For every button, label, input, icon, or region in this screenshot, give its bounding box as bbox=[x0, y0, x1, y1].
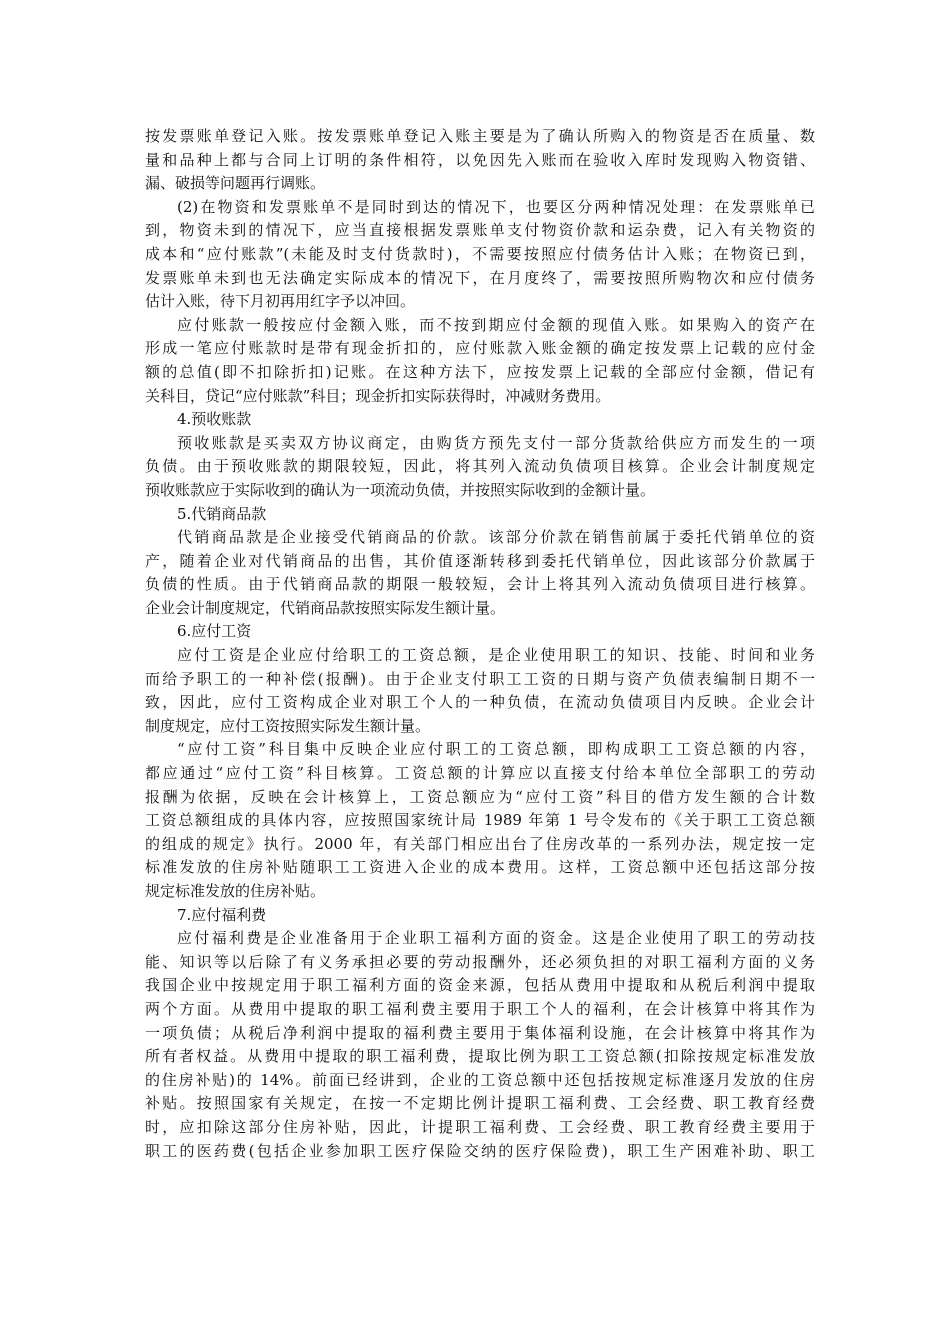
text-line: 企业会计制度规定，代销商品款按照实际发生额计量。 bbox=[145, 598, 506, 617]
text-line: 的组成的规定》执行。2000 年，有关部门相应出台了住房改革的一系列办法，规定按一定 bbox=[145, 834, 815, 853]
text-line: 预收账款应于实际收到的确认为一项流动负债，并按照实际收到的金额计量。 bbox=[145, 480, 656, 499]
text-line: 发票账单未到也无法确定实际成本的情况下，在月度终了，需要按照所购物次和应付债务 bbox=[145, 268, 815, 287]
text-line: 制度规定，应付工资按照实际发生额计量。 bbox=[145, 716, 431, 735]
text-line: 两个方面。从费用中提取的职工福利费主要用于职工个人的福利，在会计核算中将其作为 bbox=[145, 999, 815, 1018]
text-line: 形成一笔应付账款时是带有现金折扣的，应付账款入账金额的确定按发票上记载的应付金 bbox=[145, 339, 815, 358]
text-line: 所有者权益。从费用中提取的职工福利费，提取比例为职工工资总额(扣除按规定标准发放 bbox=[145, 1047, 815, 1066]
section-heading: 5.代销商品款 bbox=[177, 504, 267, 523]
text-line: 报酬为依据，反映在会计核算上，工资总额应为“应付工资”科目的借方发生额的合计数 bbox=[145, 787, 815, 806]
text-line: 工资总额组成的具体内容，应按照国家统计局 1989 年第 1 号令发布的《关于职工工资总额 bbox=[145, 811, 815, 830]
paragraph bbox=[145, 526, 815, 620]
text-line: 致，因此，应付工资构成企业对职工个人的一种负债，在流动负债项目内反映。企业会计 bbox=[145, 693, 815, 712]
text-line: 漏、破损等问题再行调账。 bbox=[145, 174, 326, 193]
text-line: 标准发放的住房补贴随职工工资进入企业的成本费用。这样，工资总额中还包括这部分按 bbox=[145, 858, 815, 877]
text-line: 产，随着企业对代销商品的出售，其价值逐渐转移到委托代销单位，因此该部分价款属于 bbox=[145, 551, 815, 570]
paragraph bbox=[145, 644, 815, 738]
text-line: 估计入账，待下月初再用红字予以冲回。 bbox=[145, 292, 416, 311]
text-line: 都应通过“应付工资”科目核算。工资总额的计算应以直接支付给本单位全部职工的劳动 bbox=[145, 764, 815, 783]
paragraph bbox=[145, 125, 815, 196]
text-line: 职工的医药费(包括企业参加职工医疗保险交纳的医疗保险费)，职工生产困难补助、职工 bbox=[145, 1141, 815, 1160]
text-line: 应付福利费是企业准备用于企业职工福利方面的资金。这是企业使用了职工的劳动技 bbox=[177, 929, 815, 948]
text-line: 负债的性质。由于代销商品款的期限一般较短，会计上将其列入流动负债项目进行核算。 bbox=[145, 575, 815, 594]
text-line: 应付账款一般按应付金额入账，而不按到期应付金额的现值入账。如果购入的资产在 bbox=[177, 315, 815, 334]
text-line: 补贴。按照国家有关规定，在按一不定期比例计提职工福利费、工会经费、职工教育经费 bbox=[145, 1094, 815, 1113]
text-line: 关科目，贷记“应付账款”科目；现金折扣实际获得时，冲减财务费用。 bbox=[145, 386, 611, 405]
text-line: 我国企业中按规定用于职工福利方面的资金来源，包括从费用中提取和从税后利润中提取 bbox=[145, 976, 815, 995]
document-page bbox=[145, 125, 815, 1163]
text-line: 负债。由于预收账款的期限较短，因此，将其列入流动负债项目核算。企业会计制度规定 bbox=[145, 457, 815, 476]
paragraph bbox=[145, 432, 815, 503]
text-line: 预收账款是买卖双方协议商定，由购货方预先支付一部分货款给供应方而发生的一项 bbox=[177, 433, 815, 452]
text-line: 能、知识等以后除了有义务承担必要的劳动报酬外，还必须负担的对职工福利方面的义务 bbox=[145, 952, 815, 971]
text-line: (2)在物资和发票账单不是同时到达的情况下，也要区分两种情况处理：在发票账单已 bbox=[177, 197, 815, 216]
text-line: 量和品种上都与合同上订明的条件相符，以免因先入账而在验收入库时发现购入物资错、 bbox=[145, 150, 815, 169]
section-heading: 4.预收账款 bbox=[177, 410, 252, 429]
text-line: 按发票账单登记入账。按发票账单登记入账主要是为了确认所购入的物资是否在质量、数 bbox=[145, 127, 815, 145]
text-line: 应付工资是企业应付给职工的工资总额，是企业使用职工的知识、技能、时间和业务 bbox=[177, 646, 815, 665]
paragraph bbox=[145, 738, 815, 903]
paragraph bbox=[145, 196, 815, 314]
text-line: “应付工资”科目集中反映企业应付职工的工资总额，即构成职工工资总额的内容， bbox=[177, 740, 815, 759]
text-line: 而给予职工的一种补偿(报酬)。由于企业支付职工工资的日期与资产负债表编制日期不一 bbox=[145, 669, 815, 688]
text-line: 代销商品款是企业接受代销商品的价款。该部分价款在销售前属于委托代销单位的资 bbox=[177, 528, 815, 547]
text-line: 的住房补贴)的 14%。前面已经讲到，企业的工资总额中还包括按规定标准逐月发放的住房 bbox=[145, 1070, 815, 1089]
text-line: 一项负债；从税后净利润中提取的福利费主要用于集体福利设施，在会计核算中将其作为 bbox=[145, 1023, 815, 1042]
text-line: 时，应扣除这部分住房补贴，因此，计提职工福利费、工会经费、职工教育经费主要用于 bbox=[145, 1117, 815, 1136]
text-line: 规定标准发放的住房补贴。 bbox=[145, 882, 326, 900]
paragraph bbox=[145, 927, 815, 1163]
paragraph bbox=[145, 314, 815, 408]
text-line: 成本和“应付账款”(未能及时支付货款时)，不需要按照应付债务估计入账；在物资已到， bbox=[145, 244, 815, 263]
text-line: 到，物资未到的情况下，应当直接根据发票账单支付物资价款和运杂费，记入有关物资的 bbox=[145, 221, 815, 240]
section-heading: 7.应付福利费 bbox=[177, 905, 267, 924]
section-heading: 6.应付工资 bbox=[177, 622, 252, 641]
text-line: 额的总值(即不扣除折扣)记账。在这种方法下，应按发票上记载的全部应付金额，借记有 bbox=[145, 362, 815, 381]
